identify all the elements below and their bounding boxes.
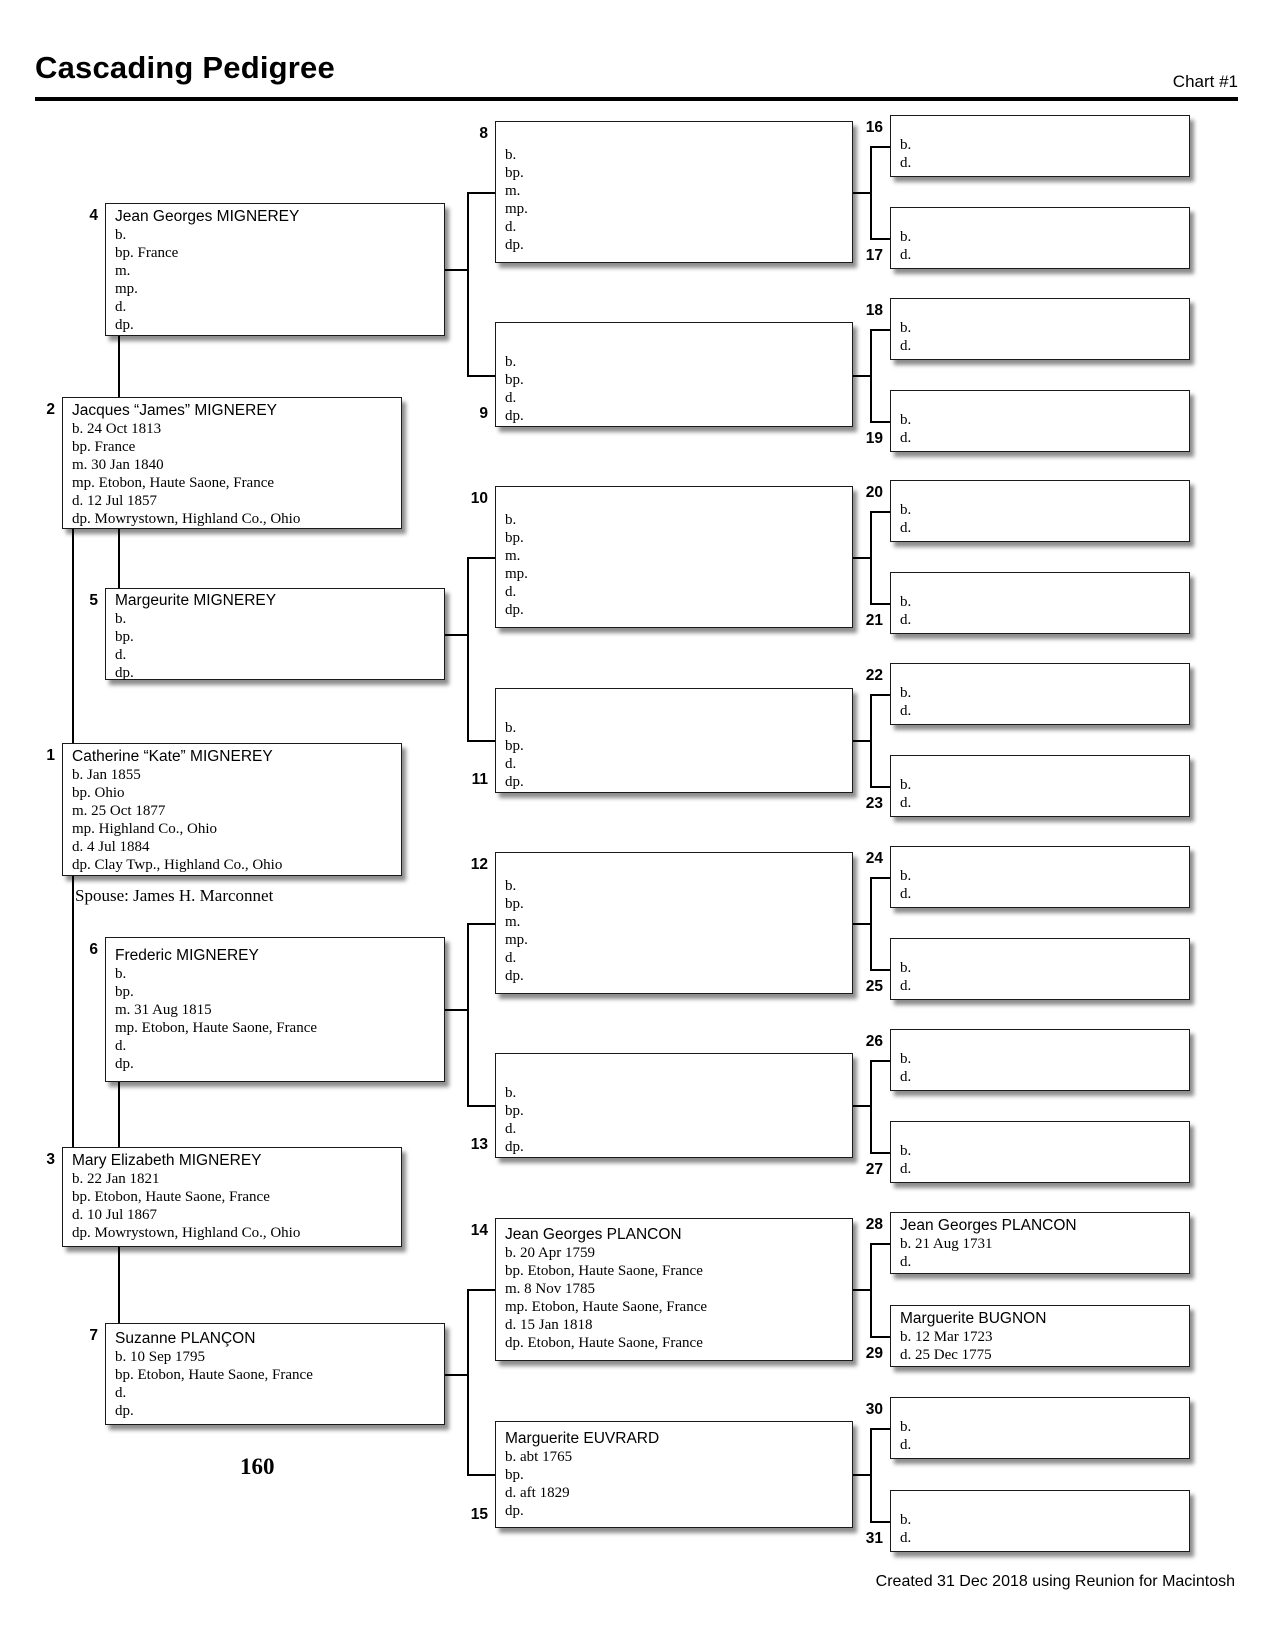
- detail-line: m.: [505, 914, 521, 930]
- connector: [870, 786, 890, 788]
- connector: [853, 923, 871, 925]
- detail-line: b.: [900, 320, 912, 336]
- person-number: 24: [865, 850, 883, 867]
- detail-line: dp. Mowrystown, Highland Co., Ohio: [72, 1225, 301, 1241]
- person-box-21: [865, 572, 1190, 634]
- connector: [467, 1474, 495, 1476]
- person-number: 31: [865, 1530, 883, 1547]
- connector: [853, 1474, 871, 1476]
- detail-line: mp.: [505, 201, 528, 217]
- person-name: Jean Georges PLANCON: [505, 1226, 682, 1243]
- detail-line: bp. Etobon, Haute Saone, France: [72, 1189, 270, 1205]
- detail-line: bp. Etobon, Haute Saone, France: [115, 1367, 313, 1383]
- detail-line: d. 25 Dec 1775: [900, 1347, 992, 1363]
- connector: [72, 529, 74, 743]
- person-box-12: [470, 852, 853, 994]
- detail-line: b.: [505, 354, 517, 370]
- connector: [467, 923, 469, 1105]
- detail-line: dp. Mowrystown, Highland Co., Ohio: [72, 511, 301, 527]
- detail-line: b.: [900, 229, 912, 245]
- detail-line: dp.: [505, 968, 524, 984]
- connector: [870, 1428, 890, 1430]
- connector: [445, 1374, 468, 1376]
- connector: [870, 511, 890, 513]
- detail-line: d.: [900, 886, 912, 902]
- person-number: 6: [89, 941, 98, 958]
- detail-line: dp.: [115, 665, 134, 681]
- person-number: 3: [46, 1151, 55, 1168]
- page-title: Cascading Pedigree: [35, 50, 335, 85]
- page-number: 160: [240, 1454, 275, 1479]
- detail-line: bp. Ohio: [72, 785, 125, 801]
- detail-line: b.: [900, 1051, 912, 1067]
- detail-line: dp.: [505, 602, 524, 618]
- person-name: Suzanne PLANÇON: [115, 1330, 256, 1347]
- detail-line: d. 15 Jan 1818: [505, 1317, 593, 1333]
- connector: [870, 694, 872, 786]
- detail-line: dp.: [505, 774, 524, 790]
- person-box-2: [46, 397, 402, 529]
- person-number: 19: [865, 430, 883, 447]
- connector: [445, 1009, 468, 1011]
- person-number: 17: [865, 247, 883, 264]
- connector: [870, 1521, 890, 1523]
- person-number: 9: [479, 405, 488, 422]
- person-box-26: [865, 1029, 1190, 1091]
- person-box-24: [865, 846, 1190, 908]
- detail-line: b.: [505, 720, 517, 736]
- person-number: 11: [471, 771, 488, 788]
- detail-line: m.: [505, 548, 521, 564]
- person-box-7: [89, 1323, 445, 1425]
- detail-line: d.: [115, 647, 127, 663]
- connector: [870, 877, 890, 879]
- connector: [870, 511, 872, 603]
- connector: [870, 146, 890, 148]
- detail-line: bp.: [505, 372, 524, 388]
- detail-line: b.: [900, 1512, 912, 1528]
- detail-line: b.: [505, 512, 517, 528]
- person-box-25: [865, 938, 1190, 1000]
- connector: [853, 192, 871, 194]
- detail-line: mp.: [505, 566, 528, 582]
- detail-line: d.: [900, 520, 912, 536]
- connector: [467, 740, 495, 742]
- detail-line: bp.: [505, 1467, 524, 1483]
- person-number: 7: [89, 1327, 98, 1344]
- connector: [870, 421, 890, 423]
- detail-line: b.: [900, 1143, 912, 1159]
- detail-line: bp.: [505, 738, 524, 754]
- connector: [467, 375, 495, 377]
- detail-line: bp. France: [115, 245, 179, 261]
- connector: [467, 923, 495, 925]
- detail-line: b.: [900, 960, 912, 976]
- detail-line: b.: [115, 227, 127, 243]
- connector: [72, 876, 74, 1147]
- detail-line: d.: [900, 703, 912, 719]
- chart-number: Chart #1: [1172, 72, 1238, 91]
- detail-line: b.: [900, 1419, 912, 1435]
- person-number: 14: [470, 1222, 488, 1239]
- person-box-27: [865, 1121, 1190, 1183]
- detail-line: dp. Clay Twp., Highland Co., Ohio: [72, 857, 283, 873]
- detail-line: b.: [115, 966, 127, 982]
- detail-line: dp.: [505, 237, 524, 253]
- person-box-4: [89, 203, 445, 336]
- detail-line: bp.: [115, 984, 134, 1000]
- detail-line: d.: [505, 219, 517, 235]
- detail-line: bp.: [505, 165, 524, 181]
- detail-line: d. aft 1829: [505, 1485, 570, 1501]
- detail-line: d.: [900, 612, 912, 628]
- detail-line: d.: [115, 1038, 127, 1054]
- detail-line: dp.: [505, 408, 524, 424]
- person-number: 4: [89, 207, 98, 224]
- detail-line: d.: [900, 155, 912, 171]
- detail-line: bp. Etobon, Haute Saone, France: [505, 1263, 703, 1279]
- person-number: 5: [89, 592, 98, 609]
- person-name: Marguerite BUGNON: [900, 1310, 1047, 1327]
- detail-line: d.: [505, 950, 517, 966]
- connector: [853, 557, 871, 559]
- detail-line: m.: [505, 183, 521, 199]
- person-box-11: [471, 688, 853, 793]
- detail-line: b.: [900, 412, 912, 428]
- detail-line: m. 25 Oct 1877: [72, 803, 166, 819]
- person-number: 30: [865, 1401, 883, 1418]
- connector: [853, 1105, 871, 1107]
- detail-line: m. 31 Aug 1815: [115, 1002, 212, 1018]
- detail-line: b.: [505, 147, 517, 163]
- person-number: 26: [865, 1033, 883, 1050]
- person-box-28: [865, 1212, 1190, 1274]
- detail-line: b.: [900, 502, 912, 518]
- connector: [870, 694, 890, 696]
- detail-line: b. 22 Jan 1821: [72, 1171, 160, 1187]
- detail-line: d. 12 Jul 1857: [72, 493, 158, 509]
- detail-line: dp.: [115, 1056, 134, 1072]
- connector: [853, 740, 871, 742]
- connector: [118, 1082, 120, 1147]
- person-box-31: [865, 1490, 1190, 1552]
- person-box-19: [865, 390, 1190, 452]
- person-box-8: [479, 121, 853, 263]
- detail-line: dp. Etobon, Haute Saone, France: [505, 1335, 703, 1351]
- connector: [870, 238, 890, 240]
- person-name: Mary Elizabeth MIGNEREY: [72, 1152, 262, 1169]
- person-box-30: [865, 1397, 1190, 1459]
- person-box-14: [470, 1218, 853, 1361]
- person-number: 13: [470, 1136, 488, 1153]
- detail-line: d.: [900, 430, 912, 446]
- connector: [467, 1105, 495, 1107]
- detail-line: d.: [115, 1385, 127, 1401]
- person-number: 23: [865, 795, 883, 812]
- connector: [870, 1243, 872, 1336]
- connector: [445, 269, 468, 271]
- title-rule: [35, 97, 1238, 101]
- detail-line: bp.: [505, 530, 524, 546]
- detail-line: b.: [115, 611, 127, 627]
- connector: [467, 192, 495, 194]
- person-number: 18: [865, 302, 883, 319]
- connector: [467, 557, 469, 740]
- connector: [118, 529, 120, 588]
- person-box-15: [470, 1421, 853, 1528]
- detail-line: d.: [900, 1254, 912, 1270]
- connector: [870, 1336, 890, 1338]
- spouse-note: Spouse: James H. Marconnet: [75, 886, 274, 905]
- detail-line: d.: [900, 1437, 912, 1453]
- detail-line: mp. Highland Co., Ohio: [72, 821, 217, 837]
- detail-line: d.: [505, 1121, 517, 1137]
- detail-line: m. 8 Nov 1785: [505, 1281, 595, 1297]
- connector: [467, 1289, 469, 1474]
- connector: [445, 634, 468, 636]
- detail-line: mp. Etobon, Haute Saone, France: [72, 475, 275, 491]
- person-number: 27: [865, 1161, 883, 1178]
- connector: [870, 1243, 890, 1245]
- person-box-3: [46, 1147, 402, 1247]
- detail-line: b.: [505, 878, 517, 894]
- detail-line: mp. Etobon, Haute Saone, France: [505, 1299, 708, 1315]
- detail-line: bp.: [115, 629, 134, 645]
- detail-line: mp.: [505, 932, 528, 948]
- connector: [118, 336, 120, 397]
- detail-line: dp.: [115, 317, 134, 333]
- person-number: 28: [865, 1216, 883, 1233]
- person-name: Marguerite EUVRARD: [505, 1430, 660, 1447]
- person-number: 25: [865, 978, 883, 995]
- detail-line: b. 24 Oct 1813: [72, 421, 162, 437]
- person-box-29: [865, 1305, 1190, 1367]
- detail-line: d. 4 Jul 1884: [72, 839, 150, 855]
- person-box-16: [865, 115, 1190, 177]
- person-number: 2: [46, 401, 55, 418]
- person-number: 1: [46, 747, 55, 764]
- detail-line: b. 10 Sep 1795: [115, 1349, 205, 1365]
- detail-line: d.: [900, 247, 912, 263]
- detail-line: d. 10 Jul 1867: [72, 1207, 158, 1223]
- detail-line: d.: [505, 756, 517, 772]
- connector: [467, 557, 495, 559]
- connector: [870, 329, 872, 421]
- detail-line: mp. Etobon, Haute Saone, France: [115, 1020, 318, 1036]
- person-number: 8: [479, 125, 488, 142]
- person-box-20: [865, 480, 1190, 542]
- detail-line: d.: [900, 338, 912, 354]
- person-name: Frederic MIGNEREY: [115, 947, 259, 964]
- connector: [870, 146, 872, 238]
- detail-line: b.: [900, 594, 912, 610]
- detail-line: d.: [505, 584, 517, 600]
- connector: [870, 1060, 872, 1152]
- person-name: Jean Georges MIGNEREY: [115, 208, 300, 225]
- detail-line: bp.: [505, 1103, 524, 1119]
- connector: [870, 329, 890, 331]
- detail-line: b. abt 1765: [505, 1449, 573, 1465]
- connector: [870, 1060, 890, 1062]
- detail-line: d.: [115, 299, 127, 315]
- connector: [467, 1289, 495, 1291]
- detail-line: dp.: [505, 1139, 524, 1155]
- connector: [467, 192, 469, 375]
- person-number: 15: [470, 1506, 488, 1523]
- person-box-13: [470, 1053, 853, 1158]
- detail-line: dp.: [115, 1403, 134, 1419]
- detail-line: d.: [505, 390, 517, 406]
- person-box-5: [89, 588, 445, 681]
- person-box-23: [865, 755, 1190, 817]
- connector: [118, 1247, 120, 1323]
- person-number: 21: [865, 612, 883, 629]
- detail-line: m. 30 Jan 1840: [72, 457, 164, 473]
- detail-line: m.: [115, 263, 131, 279]
- detail-line: d.: [900, 1069, 912, 1085]
- connector: [870, 969, 890, 971]
- connector: [870, 1428, 872, 1521]
- detail-line: b. 20 Apr 1759: [505, 1245, 595, 1261]
- person-name: Jean Georges PLANCON: [900, 1217, 1077, 1234]
- person-box-18: [865, 298, 1190, 360]
- person-box-22: [865, 663, 1190, 725]
- detail-line: d.: [900, 1530, 912, 1546]
- created-note: Created 31 Dec 2018 using Reunion for Macintosh: [875, 1573, 1235, 1590]
- detail-line: d.: [900, 978, 912, 994]
- detail-line: bp. France: [72, 439, 136, 455]
- detail-line: b. 21 Aug 1731: [900, 1236, 993, 1252]
- detail-line: d.: [900, 1161, 912, 1177]
- detail-line: d.: [900, 795, 912, 811]
- connector: [870, 603, 890, 605]
- person-number: 16: [865, 119, 883, 136]
- person-name: Catherine “Kate” MIGNEREY: [72, 748, 273, 765]
- person-number: 22: [865, 667, 883, 684]
- detail-line: b.: [900, 137, 912, 153]
- person-number: 12: [470, 856, 488, 873]
- connector: [853, 1289, 871, 1291]
- person-box-6: [89, 937, 445, 1082]
- person-number: 29: [865, 1345, 883, 1362]
- detail-line: b.: [505, 1085, 517, 1101]
- person-number: 20: [865, 484, 883, 501]
- detail-line: b.: [900, 685, 912, 701]
- detail-line: mp.: [115, 281, 138, 297]
- person-name: Jacques “James” MIGNEREY: [72, 402, 277, 419]
- detail-line: b. 12 Mar 1723: [900, 1329, 993, 1345]
- person-box-1: [46, 743, 402, 876]
- connector: [870, 1152, 890, 1154]
- person-number: 10: [470, 490, 488, 507]
- person-box-10: [470, 486, 853, 628]
- connector: [870, 877, 872, 969]
- detail-line: b.: [900, 868, 912, 884]
- detail-line: b. Jan 1855: [72, 767, 141, 783]
- person-box-17: [865, 207, 1190, 269]
- person-box-9: [479, 322, 853, 427]
- detail-line: b.: [900, 777, 912, 793]
- detail-line: bp.: [505, 896, 524, 912]
- person-name: Margeurite MIGNEREY: [115, 592, 277, 609]
- detail-line: dp.: [505, 1503, 524, 1519]
- connector: [853, 375, 871, 377]
